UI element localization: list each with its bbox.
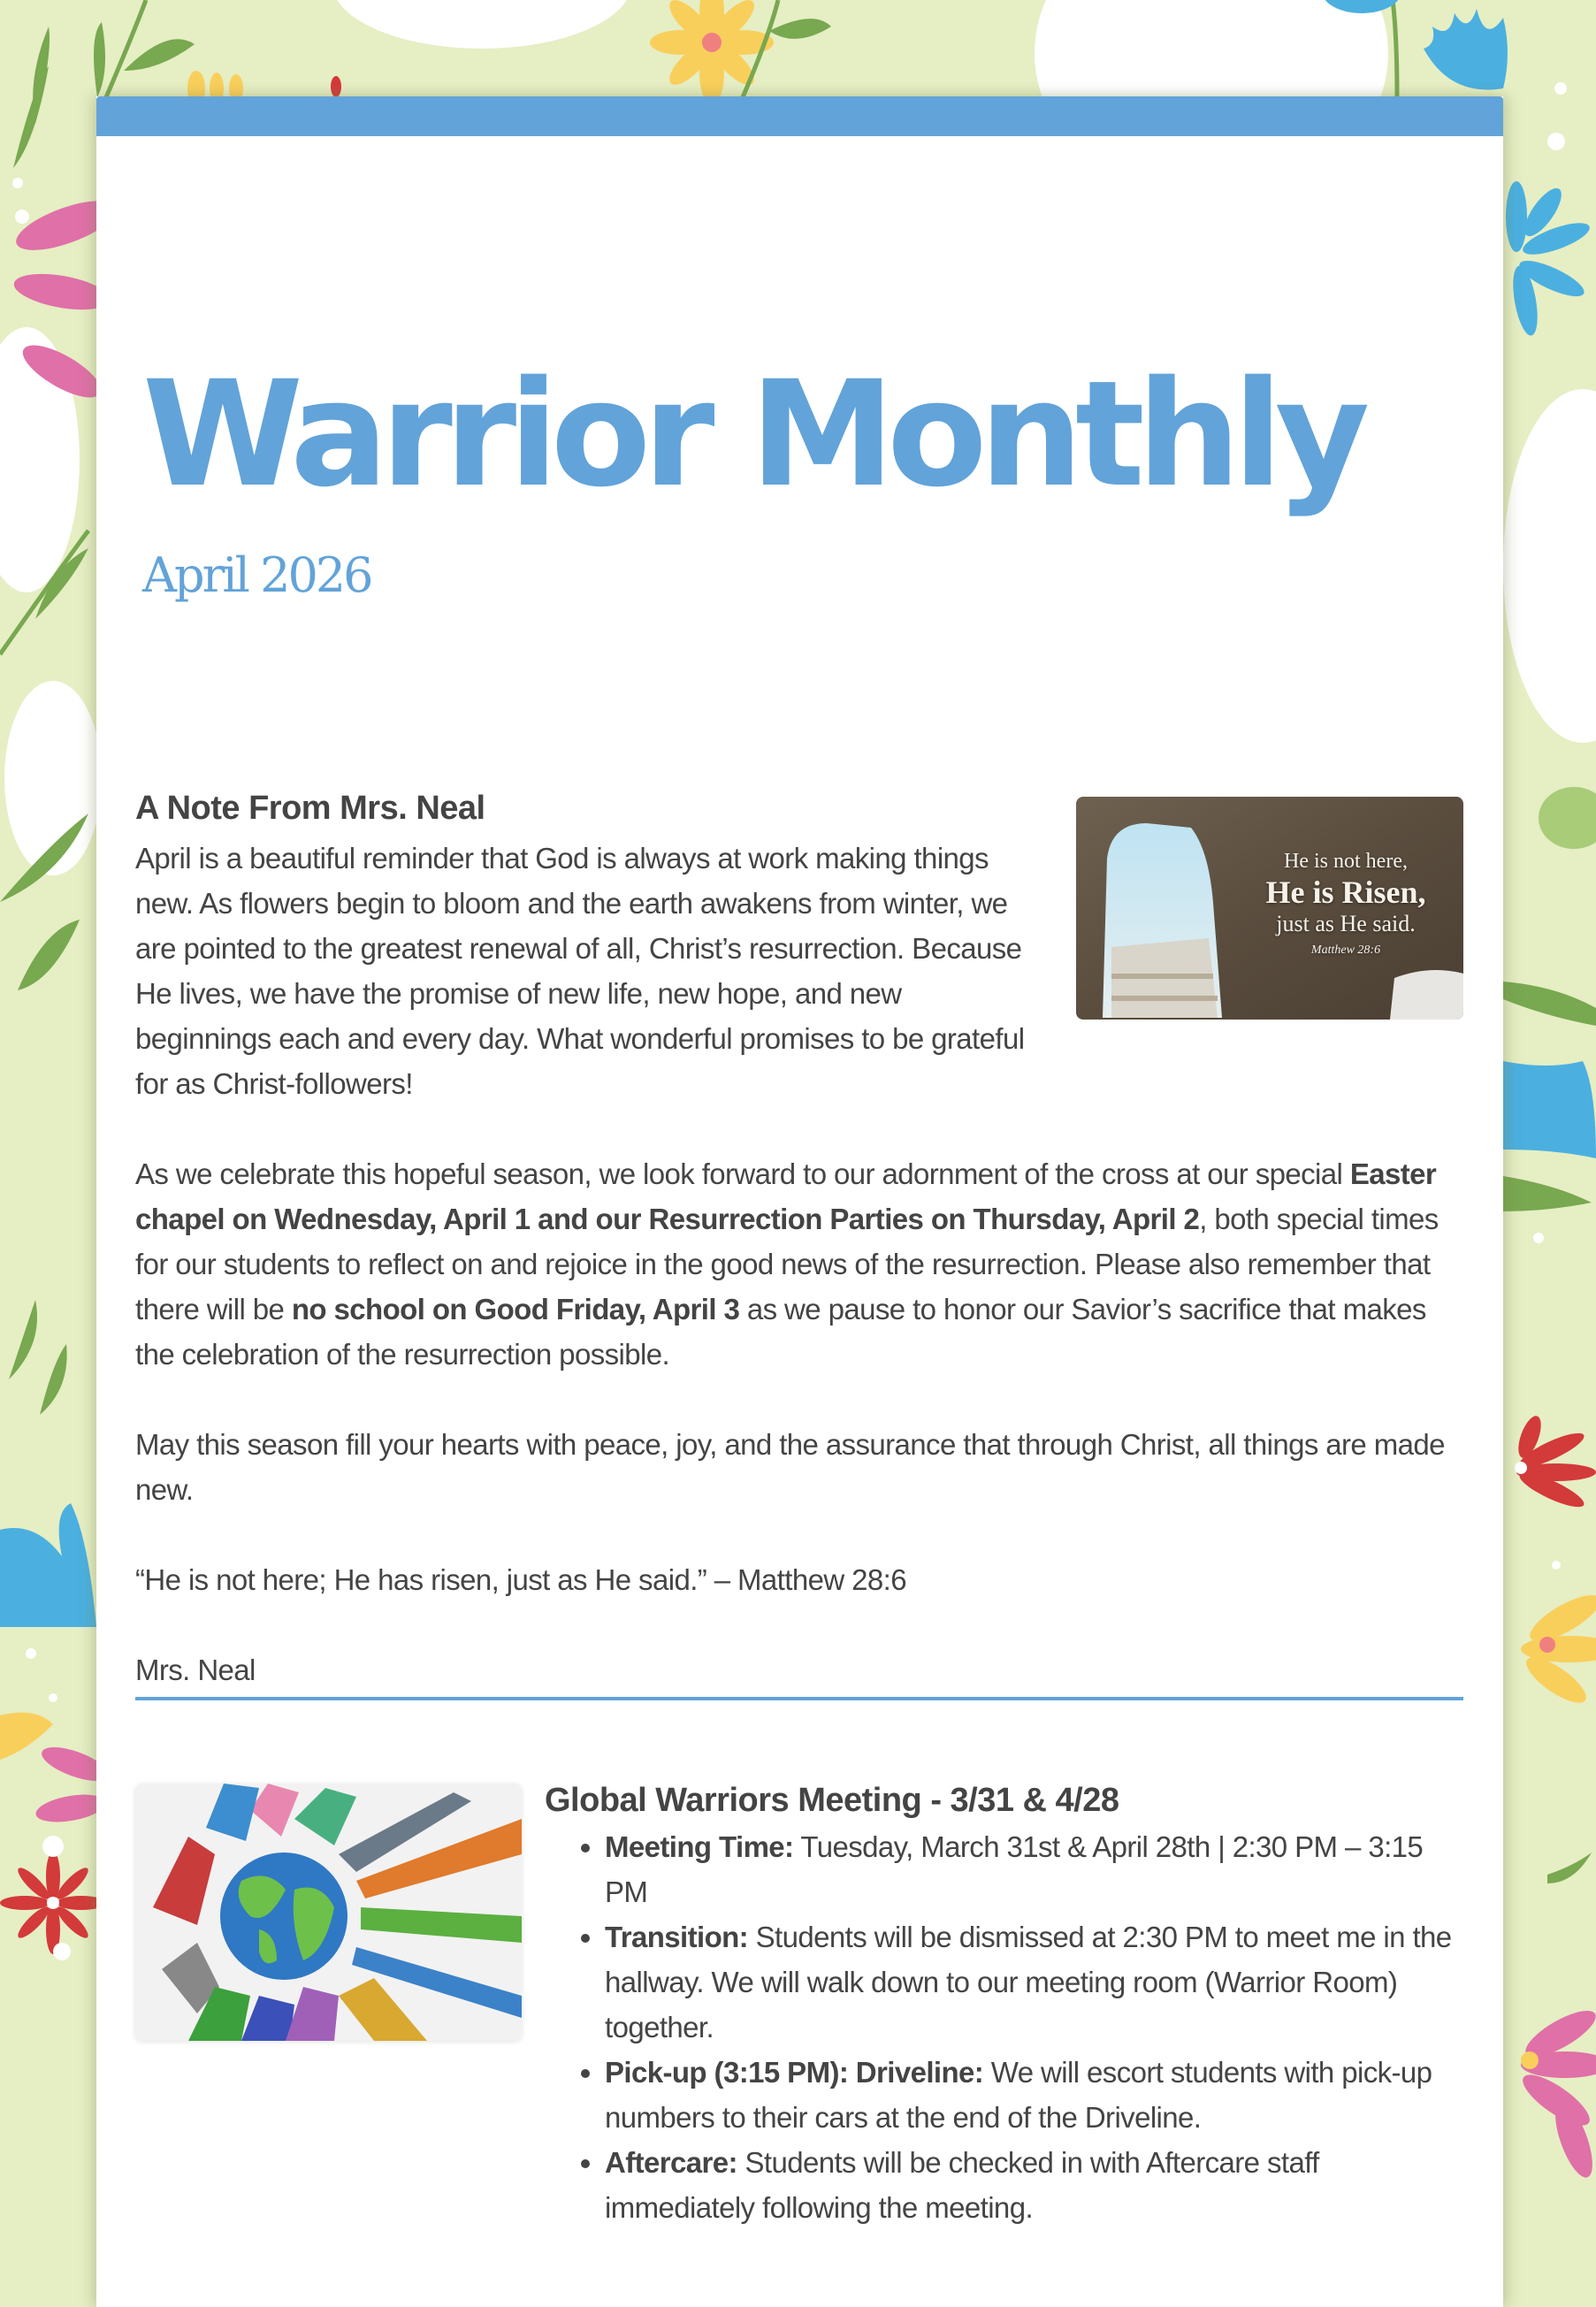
image-caption-reference: Matthew 28:6: [1310, 943, 1381, 957]
note-paragraph-3: May this season fill your hearts with peace, joy, and the assurance that through Christ, all things are made new.: [135, 1428, 1445, 1506]
list-item-meeting-time: [605, 1824, 1464, 1914]
note-heading: A Note From Mrs. Neal: [135, 790, 485, 827]
image-caption-line2: He is Risen,: [1265, 875, 1426, 910]
image-caption-line3: just as He said.: [1276, 911, 1416, 936]
principal-note-section: [135, 786, 1463, 1738]
item-label: Transition:: [605, 1921, 749, 1953]
item-text: We will escort students with pick-up numbers to their cars at the end of the Driveline.: [605, 2056, 1432, 2134]
empty-tomb-image: [1076, 797, 1463, 1020]
note-paragraph-1: April is a beautiful reminder that God is always at work making things new. As flowers begin to bloom and the earth awakens from winter, we are pointed to the greatest renewal of all, Christ’s resurrection. Because He lives, we have the promise of new life, new hope, and new beginnings each and every day. What wonderful promises to be grateful for as Christ-followers!: [135, 842, 1025, 1100]
hands-globe-icon: [135, 1784, 522, 2041]
easter-events-highlight: Easter chapel on Wednesday, April 1 and our Resurrection Parties on Thursday, April 2: [135, 1157, 1437, 1235]
paragraph-text: , both special times for our students to reflect on and rejoice in the good news of the resurrection. Please also remember that there will be: [135, 1203, 1439, 1325]
item-text: Students will be dismissed at 2:30 PM to meet me in the hallway. We will walk down to our meeting room (Warrior Room) together.: [605, 1921, 1452, 2043]
item-label: Meeting Time:: [605, 1830, 794, 1863]
issue-date: April 2026: [142, 547, 371, 603]
header-accent-band: [96, 96, 1503, 136]
item-label: Pick-up (3:15 PM): Driveline:: [605, 2056, 984, 2089]
note-signature: Mrs. Neal: [135, 1654, 256, 1686]
list-item-pickup: [605, 2050, 1464, 2140]
newsletter-card: [96, 96, 1503, 2307]
list-item-transition: [605, 1914, 1464, 2050]
list-item-aftercare: [605, 2140, 1464, 2230]
paragraph-text: As we celebrate this hopeful season, we look forward to our adornment of the cross at our special: [135, 1157, 1350, 1190]
meeting-details-list: [545, 1824, 1464, 2230]
no-school-highlight: no school on Good Friday, April 3: [291, 1293, 740, 1325]
section-divider: [135, 1697, 1463, 1700]
newsletter-title: Warrior Monthly: [142, 349, 1363, 519]
note-paragraph-2: [135, 1151, 1463, 1377]
paragraph-text: as we pause to honor our Savior’s sacrifice that makes the celebration of the resurrection possible.: [135, 1293, 1426, 1371]
item-label: Aftercare:: [605, 2146, 737, 2179]
item-text: Tuesday, March 31st & April 28th | 2:30 PM – 3:15 PM: [605, 1830, 1424, 1908]
global-warriors-heading: Global Warriors Meeting - 3/31 & 4/28: [545, 1782, 1119, 1819]
global-hands-image: [135, 1784, 522, 2041]
image-caption-line1: He is not here,: [1284, 850, 1408, 873]
global-warriors-section: [545, 1776, 1464, 2230]
scripture-quote: “He is not here; He has risen, just as He said.” – Matthew 28:6: [135, 1563, 906, 1596]
item-text: Students will be checked in with Aftercare staff immediately following the meeting.: [605, 2146, 1319, 2224]
